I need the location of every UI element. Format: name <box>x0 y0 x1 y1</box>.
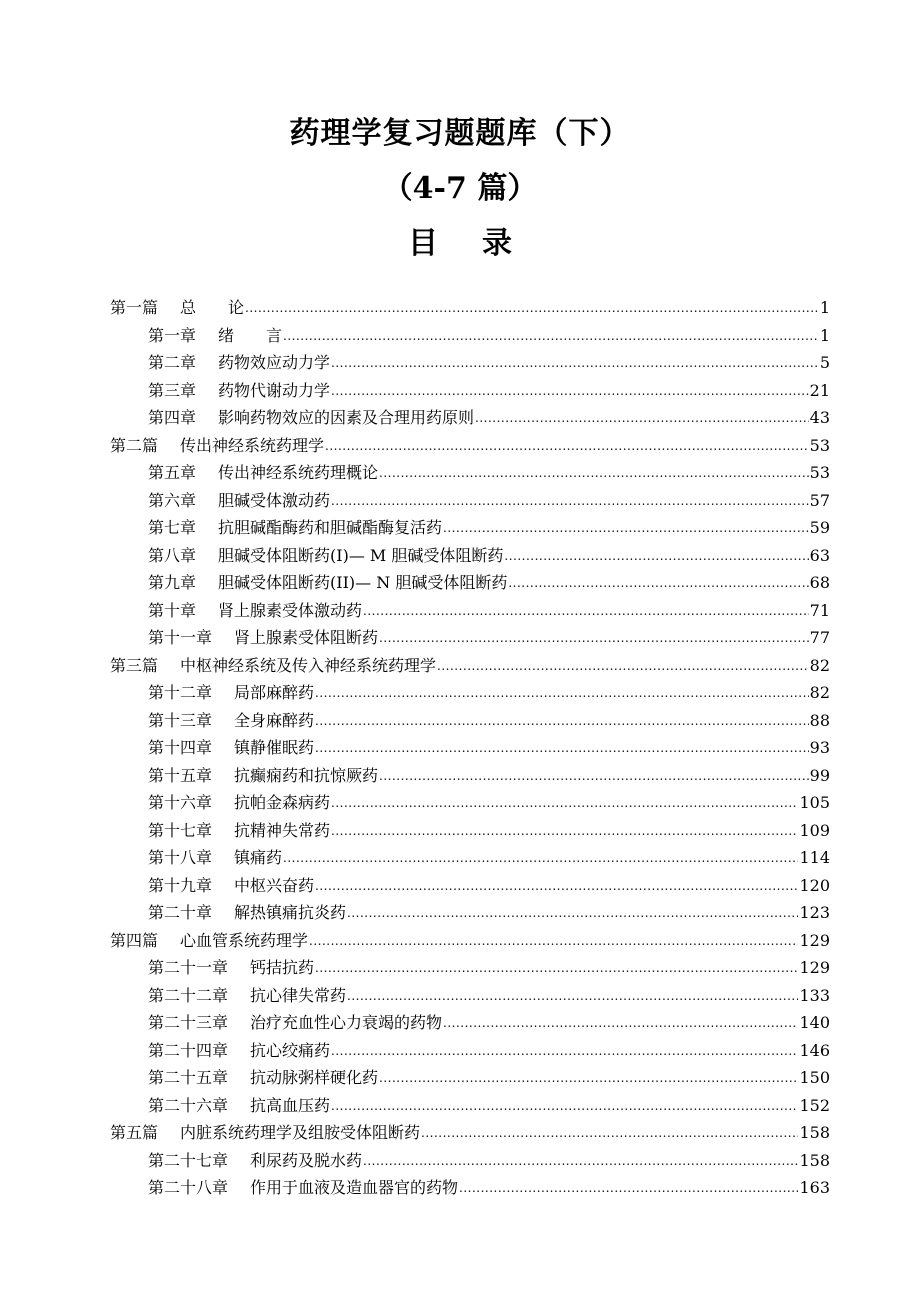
toc-entry-number: 第二十六章 <box>148 1095 229 1115</box>
toc-entry-title: 药物效应动力学 <box>218 353 331 372</box>
toc-dot-leader <box>331 488 809 516</box>
toc-entry-title: 镇静催眠药 <box>234 738 315 757</box>
toc-page-number: 163 <box>799 1178 830 1197</box>
toc-entry-number: 第九章 <box>148 573 197 592</box>
toc-page-number: 5 <box>819 353 830 372</box>
toc-dot-leader <box>379 625 809 653</box>
document-subtitle: （4-7 篇） <box>382 171 538 206</box>
toc-entry-title: 抗心律失常药 <box>250 985 347 1005</box>
toc-dot-leader <box>315 873 798 901</box>
toc-chapter-entry[interactable] <box>110 844 830 872</box>
toc-entry-number: 第十七章 <box>148 820 213 840</box>
toc-chapter-entry[interactable] <box>110 762 830 790</box>
toc-entry-title: 总 论 <box>180 298 245 317</box>
toc-part-entry[interactable] <box>110 294 830 322</box>
toc-entry-number: 第二十五章 <box>148 1068 229 1087</box>
toc-chapter-entry[interactable] <box>110 817 830 845</box>
toc-entry-number: 第十一章 <box>148 628 213 647</box>
toc-chapter-entry[interactable] <box>110 624 830 652</box>
toc-entry-title: 药物代谢动力学 <box>218 380 331 400</box>
toc-entry-number: 第十三章 <box>148 710 213 730</box>
toc-dot-leader <box>508 570 808 598</box>
toc-page-number: 53 <box>809 435 830 455</box>
toc-entry-title: 钙拮抗药 <box>250 958 315 977</box>
toc-entry-title: 中枢神经系统及传入神经系统药理学 <box>180 655 437 675</box>
toc-entry-number: 第二十一章 <box>148 958 229 977</box>
toc-entry-title: 抗癫痫药和抗惊厥药 <box>234 765 379 785</box>
toc-page-number: 59 <box>809 518 830 537</box>
toc-page-number: 114 <box>799 848 830 867</box>
toc-page-number: 120 <box>799 875 830 895</box>
toc-chapter-entry[interactable] <box>110 789 830 817</box>
toc-chapter-entry[interactable] <box>110 707 830 735</box>
toc-dot-leader <box>363 598 809 626</box>
toc-entry-title: 绪 言 <box>218 325 283 345</box>
toc-dot-leader <box>379 1065 798 1093</box>
toc-entry-title: 抗心绞痛药 <box>250 1040 331 1060</box>
toc-chapter-entry[interactable] <box>110 1037 830 1065</box>
toc-heading: 目录 <box>408 226 556 261</box>
toc-dot-leader <box>325 433 809 461</box>
toc-chapter-entry[interactable] <box>110 1174 830 1202</box>
toc-entry-number: 第十六章 <box>148 793 213 812</box>
toc-entry-title: 影响药物效应的因素及合理用药原则 <box>218 408 475 427</box>
toc-dot-leader <box>363 1148 798 1176</box>
toc-entry-title: 抗高血压药 <box>250 1095 331 1115</box>
toc-entry-number: 第二十二章 <box>148 985 229 1005</box>
toc-dot-leader <box>443 515 809 543</box>
toc-entry-title: 内脏系统药理学及组胺受体阻断药 <box>180 1123 421 1142</box>
toc-chapter-entry[interactable] <box>110 597 830 625</box>
toc-dot-leader <box>347 983 798 1011</box>
toc-dot-leader <box>315 735 809 763</box>
toc-entry-title: 解热镇痛抗炎药 <box>234 903 347 922</box>
toc-entry-number: 第五篇 <box>110 1123 159 1142</box>
toc-entry-number: 第五章 <box>148 463 197 482</box>
toc-dot-leader <box>421 1120 798 1148</box>
toc-chapter-entry[interactable] <box>110 899 830 927</box>
toc-dot-leader <box>315 708 809 736</box>
toc-page-number: 146 <box>799 1040 830 1060</box>
toc-dot-leader <box>379 460 809 488</box>
toc-entry-number: 第二十四章 <box>148 1040 229 1060</box>
toc-dot-leader <box>437 653 809 681</box>
toc-chapter-entry[interactable] <box>110 1147 830 1175</box>
toc-page-number: 71 <box>809 600 830 620</box>
toc-page-number: 93 <box>809 738 830 757</box>
toc-page-number: 152 <box>799 1095 830 1115</box>
toc-entry-number: 第二章 <box>148 353 197 372</box>
toc-dot-leader <box>331 1038 798 1066</box>
toc-entry-number: 第二十八章 <box>148 1178 229 1197</box>
toc-page-number: 1 <box>819 325 830 345</box>
toc-entry-number: 第十五章 <box>148 765 213 785</box>
toc-entry-number: 第二十章 <box>148 903 213 922</box>
toc-entry-number: 第八章 <box>148 545 197 565</box>
toc-chapter-entry[interactable] <box>110 1092 830 1120</box>
toc-entry-number: 第三章 <box>148 380 197 400</box>
toc-entry-title: 胆碱受体阻断药(I)— M 胆碱受体阻断药 <box>218 545 504 565</box>
toc-chapter-entry[interactable] <box>110 459 830 487</box>
toc-entry-number: 第一章 <box>148 325 197 345</box>
toc-chapter-entry[interactable] <box>110 734 830 762</box>
toc-chapter-entry[interactable] <box>110 349 830 377</box>
toc-dot-leader <box>315 955 798 983</box>
toc-page-number: 123 <box>799 903 830 922</box>
toc-dot-leader <box>331 1093 798 1121</box>
toc-dot-leader <box>443 1010 798 1038</box>
toc-entry-title: 全身麻醉药 <box>234 710 315 730</box>
toc-dot-leader <box>347 900 798 928</box>
toc-entry-title: 镇痛药 <box>234 848 283 867</box>
toc-dot-leader <box>315 680 809 708</box>
toc-page-number: 82 <box>809 683 830 702</box>
toc-page-number: 140 <box>799 1013 830 1032</box>
toc-dot-leader <box>283 323 819 351</box>
toc-dot-leader <box>331 350 819 378</box>
document-title: 药理学复习题题库（下） <box>289 116 631 151</box>
toc-chapter-entry[interactable] <box>110 1009 830 1037</box>
toc-entry-number: 第二十三章 <box>148 1013 229 1032</box>
toc-page-number: 150 <box>799 1068 830 1087</box>
toc-page-number: 43 <box>809 408 830 427</box>
toc-entry-title: 利尿药及脱水药 <box>250 1150 363 1170</box>
toc-entry-number: 第十八章 <box>148 848 213 867</box>
toc-entry-number: 第四章 <box>148 408 197 427</box>
toc-entry-title: 肾上腺素受体阻断药 <box>234 628 379 647</box>
toc-entry-title: 传出神经系统药理概论 <box>218 463 379 482</box>
toc-dot-leader <box>379 763 809 791</box>
toc-page-number: 21 <box>809 380 830 400</box>
toc-page-number: 57 <box>809 490 830 510</box>
toc-page-number: 105 <box>799 793 830 812</box>
toc-page-number: 158 <box>799 1150 830 1170</box>
toc-entry-number: 第十章 <box>148 600 197 620</box>
toc-page-number: 68 <box>809 573 830 592</box>
toc-dot-leader <box>331 790 798 818</box>
toc-page-number: 1 <box>819 298 830 317</box>
toc-chapter-entry[interactable] <box>110 404 830 432</box>
toc-dot-leader <box>459 1175 798 1203</box>
toc-entry-title: 心血管系统药理学 <box>180 930 309 950</box>
toc-entry-title: 抗胆碱酯酶药和胆碱酯酶复活药 <box>218 518 443 537</box>
toc-entry-number: 第二十七章 <box>148 1150 229 1170</box>
toc-dot-leader <box>245 295 819 323</box>
toc-entry-number: 第六章 <box>148 490 197 510</box>
toc-entry-number: 第三篇 <box>110 655 159 675</box>
toc-entry-number: 第十四章 <box>148 738 213 757</box>
toc-entry-number: 第七章 <box>148 518 197 537</box>
toc-chapter-entry[interactable] <box>110 872 830 900</box>
toc-page-number: 63 <box>809 545 830 565</box>
toc-part-entry[interactable] <box>110 1119 830 1147</box>
toc-entry-title: 治疗充血性心力衰竭的药物 <box>250 1013 443 1032</box>
toc-page-number: 53 <box>809 463 830 482</box>
toc-entry-title: 胆碱受体阻断药(II)— N 胆碱受体阻断药 <box>218 573 508 592</box>
toc-dot-leader <box>331 818 798 846</box>
toc-part-entry[interactable] <box>110 927 830 955</box>
toc-page-number: 77 <box>809 628 830 647</box>
toc-chapter-entry[interactable] <box>110 679 830 707</box>
toc-entry-title: 抗帕金森病药 <box>234 793 331 812</box>
toc-chapter-entry[interactable] <box>110 542 830 570</box>
toc-part-entry[interactable] <box>110 652 830 680</box>
toc-chapter-entry[interactable] <box>110 954 830 982</box>
toc-chapter-entry[interactable] <box>110 1064 830 1092</box>
toc-entry-title: 作用于血液及造血器官的药物 <box>250 1178 459 1197</box>
toc-dot-leader <box>309 928 798 956</box>
toc-dot-leader <box>475 405 809 433</box>
toc-page-number: 82 <box>809 655 830 675</box>
toc-entry-title: 抗动脉粥样硬化药 <box>250 1068 379 1087</box>
toc-dot-leader <box>331 378 809 406</box>
toc-page-number: 133 <box>799 985 830 1005</box>
table-of-contents <box>110 294 830 1202</box>
toc-chapter-entry[interactable] <box>110 377 830 405</box>
toc-entry-number: 第十二章 <box>148 683 213 702</box>
toc-entry-number: 第二篇 <box>110 435 159 455</box>
toc-chapter-entry[interactable] <box>110 514 830 542</box>
toc-entry-title: 胆碱受体激动药 <box>218 490 331 510</box>
toc-page-number: 129 <box>799 958 830 977</box>
toc-entry-number: 第一篇 <box>110 298 159 317</box>
toc-entry-title: 抗精神失常药 <box>234 820 331 840</box>
toc-entry-number: 第四篇 <box>110 930 159 950</box>
toc-page-number: 129 <box>799 930 830 950</box>
toc-entry-title: 传出神经系统药理学 <box>180 435 325 455</box>
toc-entry-title: 中枢兴奋药 <box>234 875 315 895</box>
toc-part-entry[interactable] <box>110 432 830 460</box>
toc-page-number: 88 <box>809 710 830 730</box>
toc-page-number: 109 <box>799 820 830 840</box>
toc-chapter-entry[interactable] <box>110 487 830 515</box>
toc-dot-leader <box>504 543 808 571</box>
toc-entry-title: 肾上腺素受体激动药 <box>218 600 363 620</box>
toc-page-number: 158 <box>799 1123 830 1142</box>
toc-chapter-entry[interactable] <box>110 322 830 350</box>
toc-entry-number: 第十九章 <box>148 875 213 895</box>
toc-dot-leader <box>283 845 798 873</box>
toc-chapter-entry[interactable] <box>110 982 830 1010</box>
toc-entry-title: 局部麻醉药 <box>234 683 315 702</box>
toc-page-number: 99 <box>809 765 830 785</box>
toc-chapter-entry[interactable] <box>110 569 830 597</box>
